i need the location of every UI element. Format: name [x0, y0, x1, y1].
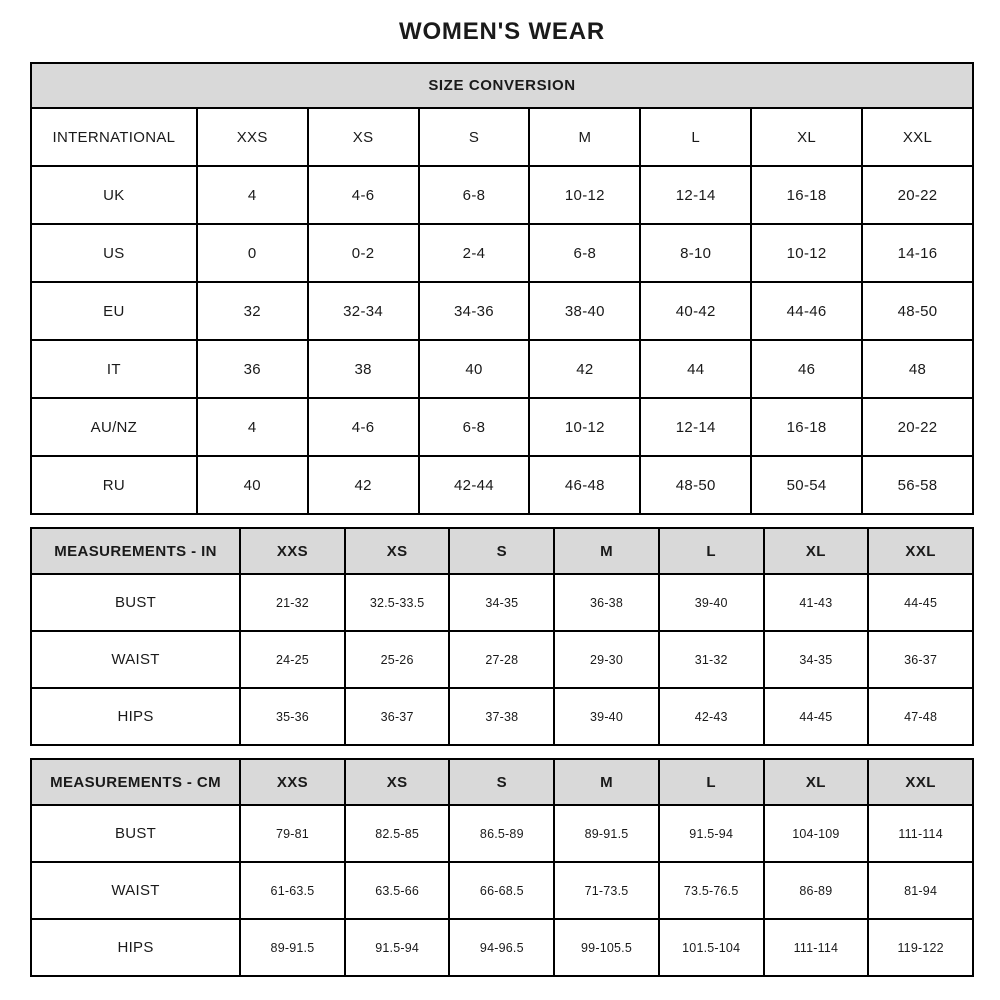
row-label: RU [31, 456, 197, 514]
table-cell: 94-96.5 [449, 919, 554, 976]
column-header: M [554, 528, 659, 574]
table-row [31, 688, 973, 745]
column-header: L [659, 528, 764, 574]
column-header: XL [764, 759, 869, 805]
column-header: XXS [240, 528, 345, 574]
header-row [31, 528, 973, 574]
table-cell: 12-14 [640, 166, 751, 224]
table-cell: 47-48 [868, 688, 973, 745]
page-title: WOMEN'S WEAR [399, 18, 605, 45]
table-row [31, 398, 973, 456]
column-header: S [449, 759, 554, 805]
table-row [31, 340, 973, 398]
table-cell: 119-122 [868, 919, 973, 976]
table-cell: 79-81 [240, 805, 345, 862]
table-title-row [31, 63, 973, 108]
table-cell: 39-40 [659, 574, 764, 631]
measurements-in-table [30, 527, 974, 746]
table-cell: 38-40 [529, 282, 640, 340]
column-header: XXL [862, 108, 973, 166]
measurements-cm-table [30, 758, 974, 977]
table-cell: 38 [308, 340, 419, 398]
table-cell: 44 [640, 340, 751, 398]
table-row [31, 282, 973, 340]
table-cell: 32.5-33.5 [345, 574, 450, 631]
row-label: IT [31, 340, 197, 398]
table-cell: 86.5-89 [449, 805, 554, 862]
table-cell: 46-48 [529, 456, 640, 514]
table-row [31, 224, 973, 282]
table-cell: 31-32 [659, 631, 764, 688]
table-cell: 40 [419, 340, 530, 398]
table-cell: 16-18 [751, 166, 862, 224]
table-cell: 44-45 [868, 574, 973, 631]
corner-header: MEASUREMENTS - CM [31, 759, 240, 805]
table-cell: 91.5-94 [659, 805, 764, 862]
column-header: XS [308, 108, 419, 166]
column-header: XXL [868, 759, 973, 805]
column-header: M [554, 759, 659, 805]
table-cell: 89-91.5 [554, 805, 659, 862]
table-title: SIZE CONVERSION [31, 63, 973, 108]
table-cell: 36 [197, 340, 308, 398]
table-cell: 29-30 [554, 631, 659, 688]
column-header: S [449, 528, 554, 574]
table-cell: 48-50 [862, 282, 973, 340]
table-row [31, 574, 973, 631]
column-header: L [640, 108, 751, 166]
table-cell: 34-35 [764, 631, 869, 688]
column-header: L [659, 759, 764, 805]
table-cell: 35-36 [240, 688, 345, 745]
table-cell: 20-22 [862, 166, 973, 224]
table-cell: 89-91.5 [240, 919, 345, 976]
table-cell: 48 [862, 340, 973, 398]
table-cell: 104-109 [764, 805, 869, 862]
table-cell: 42 [308, 456, 419, 514]
row-label: UK [31, 166, 197, 224]
table-cell: 4-6 [308, 398, 419, 456]
row-label: WAIST [31, 631, 240, 688]
size-conversion-table [30, 62, 974, 515]
table-cell: 42-44 [419, 456, 530, 514]
column-header: XL [751, 108, 862, 166]
table-cell: 82.5-85 [345, 805, 450, 862]
table-cell: 44-45 [764, 688, 869, 745]
table-cell: 34-35 [449, 574, 554, 631]
table-cell: 36-38 [554, 574, 659, 631]
corner-header: INTERNATIONAL [31, 108, 197, 166]
table-cell: 6-8 [419, 166, 530, 224]
column-header: XL [764, 528, 869, 574]
table-row [31, 919, 973, 976]
table-cell: 48-50 [640, 456, 751, 514]
column-header: XXS [240, 759, 345, 805]
corner-header: MEASUREMENTS - IN [31, 528, 240, 574]
table-cell: 21-32 [240, 574, 345, 631]
table-cell: 42 [529, 340, 640, 398]
table-cell: 66-68.5 [449, 862, 554, 919]
table-cell: 41-43 [764, 574, 869, 631]
table-cell: 10-12 [529, 398, 640, 456]
table-cell: 25-26 [345, 631, 450, 688]
column-header: XXL [868, 528, 973, 574]
row-label: US [31, 224, 197, 282]
table-cell: 0-2 [308, 224, 419, 282]
table-cell: 8-10 [640, 224, 751, 282]
table-cell: 37-38 [449, 688, 554, 745]
table-cell: 73.5-76.5 [659, 862, 764, 919]
column-header: XXS [197, 108, 308, 166]
column-header: M [529, 108, 640, 166]
table-cell: 14-16 [862, 224, 973, 282]
row-label: WAIST [31, 862, 240, 919]
table-cell: 61-63.5 [240, 862, 345, 919]
table-cell: 71-73.5 [554, 862, 659, 919]
table-cell: 2-4 [419, 224, 530, 282]
table-cell: 101.5-104 [659, 919, 764, 976]
column-header: XS [345, 528, 450, 574]
table-cell: 16-18 [751, 398, 862, 456]
table-cell: 50-54 [751, 456, 862, 514]
table-cell: 4-6 [308, 166, 419, 224]
table-cell: 34-36 [419, 282, 530, 340]
table-cell: 32 [197, 282, 308, 340]
table-cell: 4 [197, 166, 308, 224]
table-cell: 99-105.5 [554, 919, 659, 976]
table-cell: 36-37 [345, 688, 450, 745]
table-row [31, 166, 973, 224]
table-cell: 40-42 [640, 282, 751, 340]
table-row [31, 805, 973, 862]
table-cell: 36-37 [868, 631, 973, 688]
table-cell: 44-46 [751, 282, 862, 340]
table-cell: 24-25 [240, 631, 345, 688]
table-cell: 10-12 [529, 166, 640, 224]
table-cell: 46 [751, 340, 862, 398]
row-label: BUST [31, 574, 240, 631]
table-cell: 42-43 [659, 688, 764, 745]
table-cell: 40 [197, 456, 308, 514]
table-cell: 4 [197, 398, 308, 456]
table-cell: 6-8 [419, 398, 530, 456]
table-cell: 39-40 [554, 688, 659, 745]
table-cell: 0 [197, 224, 308, 282]
row-label: BUST [31, 805, 240, 862]
column-header: S [419, 108, 530, 166]
table-cell: 32-34 [308, 282, 419, 340]
table-row [31, 862, 973, 919]
row-label: HIPS [31, 919, 240, 976]
table-cell: 6-8 [529, 224, 640, 282]
header-row [31, 108, 973, 166]
header-row [31, 759, 973, 805]
table-row [31, 631, 973, 688]
row-label: EU [31, 282, 197, 340]
table-cell: 63.5-66 [345, 862, 450, 919]
row-label: HIPS [31, 688, 240, 745]
row-label: AU/NZ [31, 398, 197, 456]
table-cell: 56-58 [862, 456, 973, 514]
table-cell: 20-22 [862, 398, 973, 456]
table-cell: 91.5-94 [345, 919, 450, 976]
table-cell: 81-94 [868, 862, 973, 919]
column-header: XS [345, 759, 450, 805]
table-cell: 27-28 [449, 631, 554, 688]
table-cell: 111-114 [764, 919, 869, 976]
table-cell: 12-14 [640, 398, 751, 456]
table-row [31, 456, 973, 514]
table-cell: 10-12 [751, 224, 862, 282]
table-cell: 111-114 [868, 805, 973, 862]
table-cell: 86-89 [764, 862, 869, 919]
